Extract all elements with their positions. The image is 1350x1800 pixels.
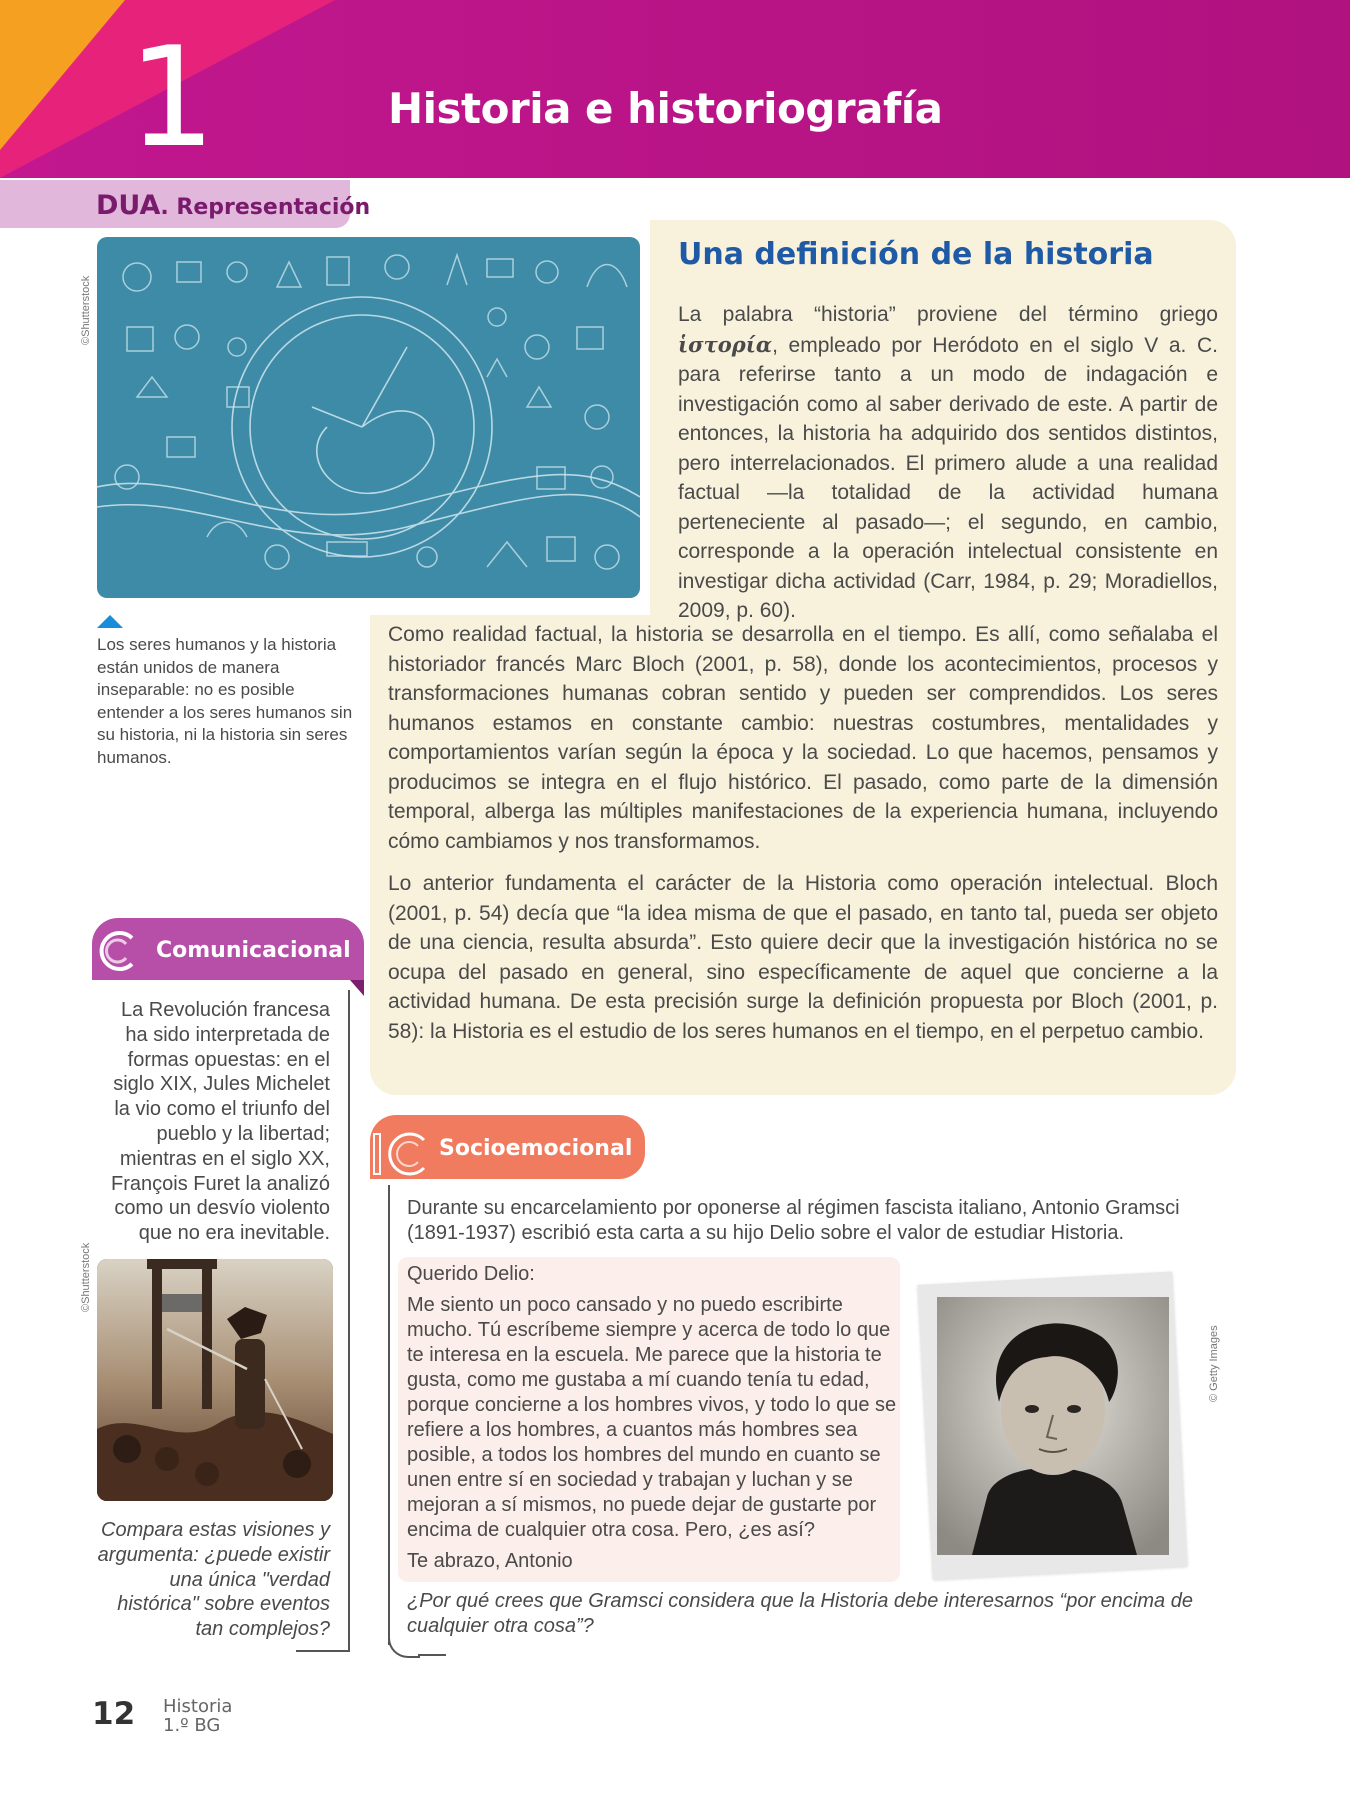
gramsci-photo: [937, 1297, 1169, 1555]
photo-credit: © Getty Images: [1208, 1325, 1220, 1402]
paragraph-1: La palabra “historia” proviene del término griego ἱστορία, empleado por Heródoto en el siglo V a. C. para referirse tanto a un modo de indagación e investigación como al saber derivado de este. A partir de entonces, la historia ha adquirido dos sentidos distintos, pero interrelacionados. El primero alude a una realidad factual —la totalidad de la actividad humana perteneciente al pasado—; el segundo, en cambio, corresponde a la operación intelectual consistente en investigar dicha actividad (Carr, 1984, p. 29; Moradiellos, 2009, p. 60).: [678, 303, 1218, 622]
section-title: Una definición de la historia: [678, 237, 1154, 272]
clock-doodles-icon: [97, 237, 640, 598]
guillotine-scene-icon: [97, 1259, 333, 1501]
dua-bold: DUA: [96, 190, 161, 221]
letter-body: Me siento un poco cansado y no puedo escribirte mucho. Tú escríbeme siempre y acerca de todo lo que te interesa en la escuela. Me parece que la historia te gusta, como me gustaba a mí cuando tenía tu edad, porque concierne a los hombres vivos, y todo lo que se refiere a los hombres, a cuantos más hombres sea posible, a todos los hombres del mundo en cuanto se unen entre sí en sociedad y trabajan y luchan y se mejoran a sí mismos, no puede dejar de gustarte por encima de cualquier otra cosa. Pero, ¿es así?: [407, 1294, 897, 1541]
socioemocional-question: ¿Por qué crees que Gramsci considera que la Historia debe interesarnos “por encima de cualquier otra cosa”?: [407, 1590, 1193, 1637]
footer-grade: 1.º BG: [163, 1715, 221, 1736]
socioemocional-label: Socioemocional: [439, 1136, 633, 1161]
dua-label: [96, 190, 370, 221]
french-revolution-image: [97, 1259, 333, 1501]
letter-closing: Te abrazo, Antonio: [407, 1550, 573, 1572]
chapter-number: 1: [128, 17, 216, 178]
socioemocional-border: [388, 1185, 390, 1645]
gramsci-letter: [407, 1262, 897, 1580]
comunicacional-border-bottom: [296, 1650, 350, 1652]
socioemocional-border-bottom: [418, 1654, 446, 1656]
gramsci-photo-frame: [925, 1278, 1180, 1573]
comunicacional-question: Compara estas visiones y argumenta: ¿puede existir una única "verdad histórica" sobre eventos tan complejos?: [97, 1519, 330, 1641]
dua-rest: . Representación: [160, 195, 371, 220]
comunicacional-flag: [350, 980, 364, 996]
socioemocional-intro: Durante su encarcelamiento por oponerse al régimen fascista italiano, Antonio Gramsci (1891-1937) escribió esta carta a su hijo Delio sobre el valor de estudiar Historia.: [407, 1197, 1180, 1244]
header-corner-orange: [0, 0, 125, 150]
comunicacional-text: La Revolución francesa ha sido interpretada de formas opuestas: en el siglo XIX, Jules Michelet la vio como el triunfo del pueblo y la libertad; mientras en el siglo XX, François Furet la analizó como un desvío violento que no era inevitable.: [111, 999, 330, 1245]
communication-c-icon: [92, 926, 142, 976]
caption-arrow-icon: [97, 615, 123, 628]
comunicacional-border: [348, 990, 350, 1652]
letter-salutation: Querido Delio:: [407, 1263, 535, 1285]
chapter-title: Historia e historiografía: [388, 84, 943, 133]
page-number: 12: [92, 1696, 136, 1732]
greek-term: ἱστορία: [678, 331, 773, 357]
footer-subject-name: Historia: [163, 1696, 233, 1717]
history-clock-illustration: [97, 237, 640, 598]
illustration-credit: ©Shutterstock: [80, 275, 92, 345]
illustration-caption: Los seres humanos y la historia están unidos de manera inseparable: no es posible entender a los seres humanos sin su historia, ni la historia sin seres humanos.: [97, 635, 353, 767]
guillotine-credit: ©Shutterstock: [80, 1242, 92, 1312]
footer-subject: [163, 1697, 232, 1735]
socioemotional-ic-icon: [370, 1126, 434, 1180]
paragraph-2: Como realidad factual, la historia se desarrolla en el tiempo. Es allí, como señalaba el historiador francés Marc Bloch (2001, p. 58), donde los acontecimientos, procesos y transformaciones humanas cobran sentido y pueden ser comprendidos. Los seres humanos estamos en constante cambio: nuestras costumbres, mentalidades y comportamientos varían según la época y la sociedad. Lo que hacemos, pensamos y producimos se integra en el flujo histórico. El pasado, como parte de la dimensión temporal, alberga las múltiples manifestaciones de la experiencia humana, incluyendo cómo cambiamos y nos transformamos.: [388, 623, 1218, 853]
comunicacional-label: Comunicacional: [156, 938, 351, 963]
paragraph-3: Lo anterior fundamenta el carácter de la Historia como operación intelectual. Bloch (2001, p. 54) decía que “la idea misma de que el pasado, en tanto tal, pueda ser objeto de una ciencia, resulta absurda”. Esto quiere decir que la investigación histórica no se ocupa del pasado en general, sino específicamente de aquel que concierne a la actividad humana. De esta precisión surge la definición propuesta por Bloch (2001, p. 58): la Historia es el estudio de los seres humanos en el tiempo, en el perpetuo cambio.: [388, 872, 1218, 1043]
gramsci-portrait-icon: [937, 1297, 1169, 1555]
